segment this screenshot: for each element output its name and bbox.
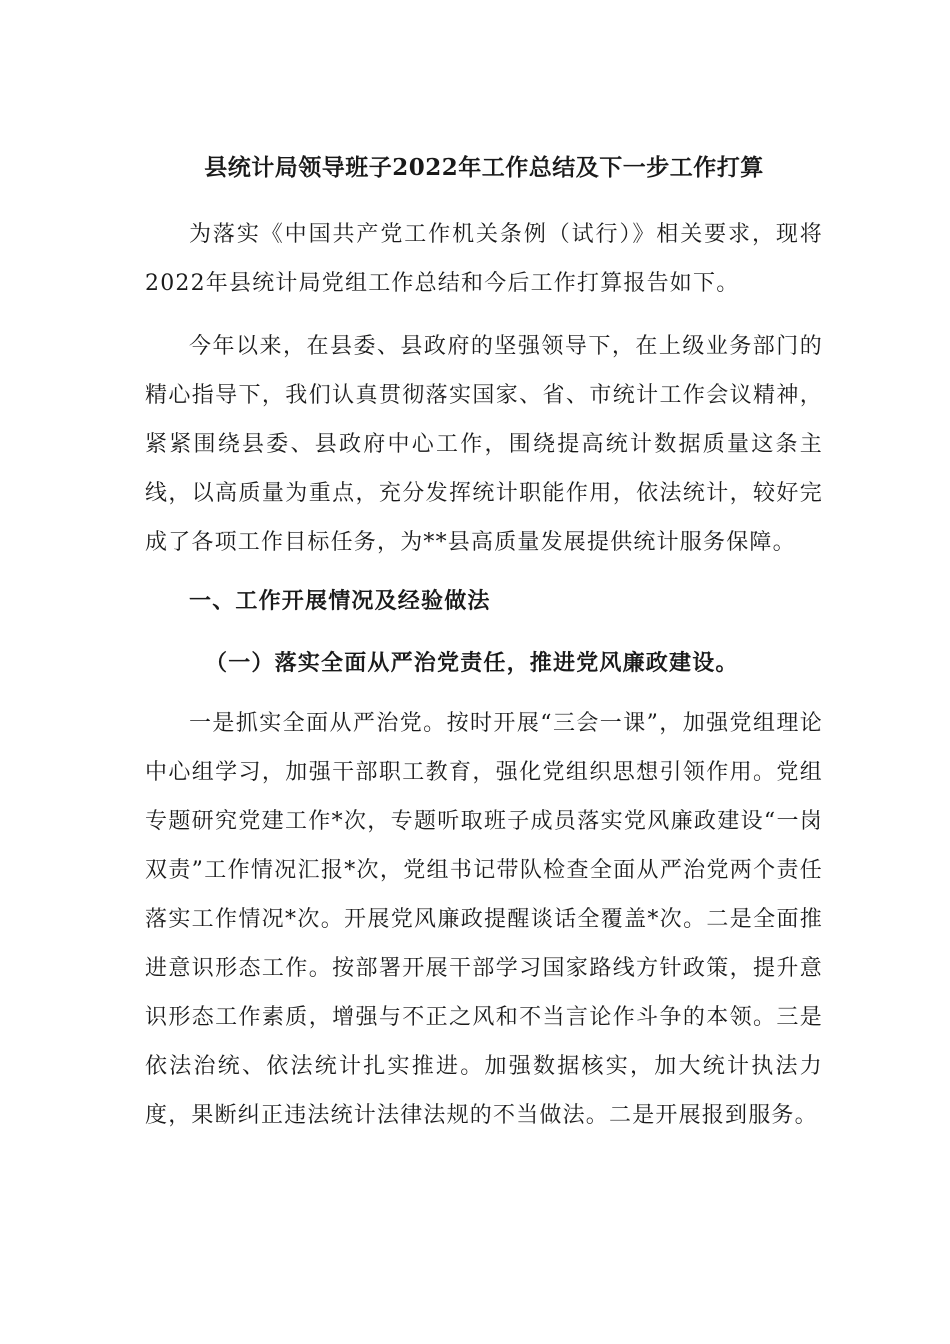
document-body [145, 152, 823, 1154]
subsection-body-paragraph: 一是抓实全面从严治党。按时开展“三会一课”，加强党组理论中心组学习，加强干部职工教育，强化党组织思想引领作用。党组专题研究党建工作*次，专题听取班子成员落实党风廉政建设“一岗双责”工作情况汇报*次，党组书记带队检查全面从严治党两个责任落实工作情况*次。开展党风廉政提醒谈话全覆盖*次。二是全面推进意识形态工作。按部署开展干部学习国家路线方针政策，提升意识形态工作素质，增强与不正之风和不当言论作斗争的本领。三是依法治统、依法统计扎实推进。加强数据核实，加大统计执法力度，果断纠正违法统计法律法规的不当做法。二是开展报到服务。 [145, 711, 823, 1128]
overview-paragraph: 今年以来，在县委、县政府的坚强领导下，在上级业务部门的精心指导下，我们认真贯彻落实国家、省、市统计工作会议精神，紧紧围绕县委、县政府中心工作，围绕提高统计数据质量这条主线，以高质量为重点，充分发挥统计职能作用，依法统计，较好完成了各项工作目标任务，为**县高质量发展提供统计服务保障。 [145, 334, 823, 555]
intro-paragraph: 为落实《中国共产党工作机关条例（试行）》相关要求，现将2022年县统计局党组工作总结和今后工作打算报告如下。 [145, 222, 823, 296]
document-title: 县统计局领导班子2022年工作总结及下一步工作打算 [204, 154, 764, 181]
section-heading: 一、工作开展情况及经验做法 [189, 588, 491, 614]
subsection-heading: （一）落实全面从严治党责任，推进党风廉政建设。 [205, 650, 739, 676]
